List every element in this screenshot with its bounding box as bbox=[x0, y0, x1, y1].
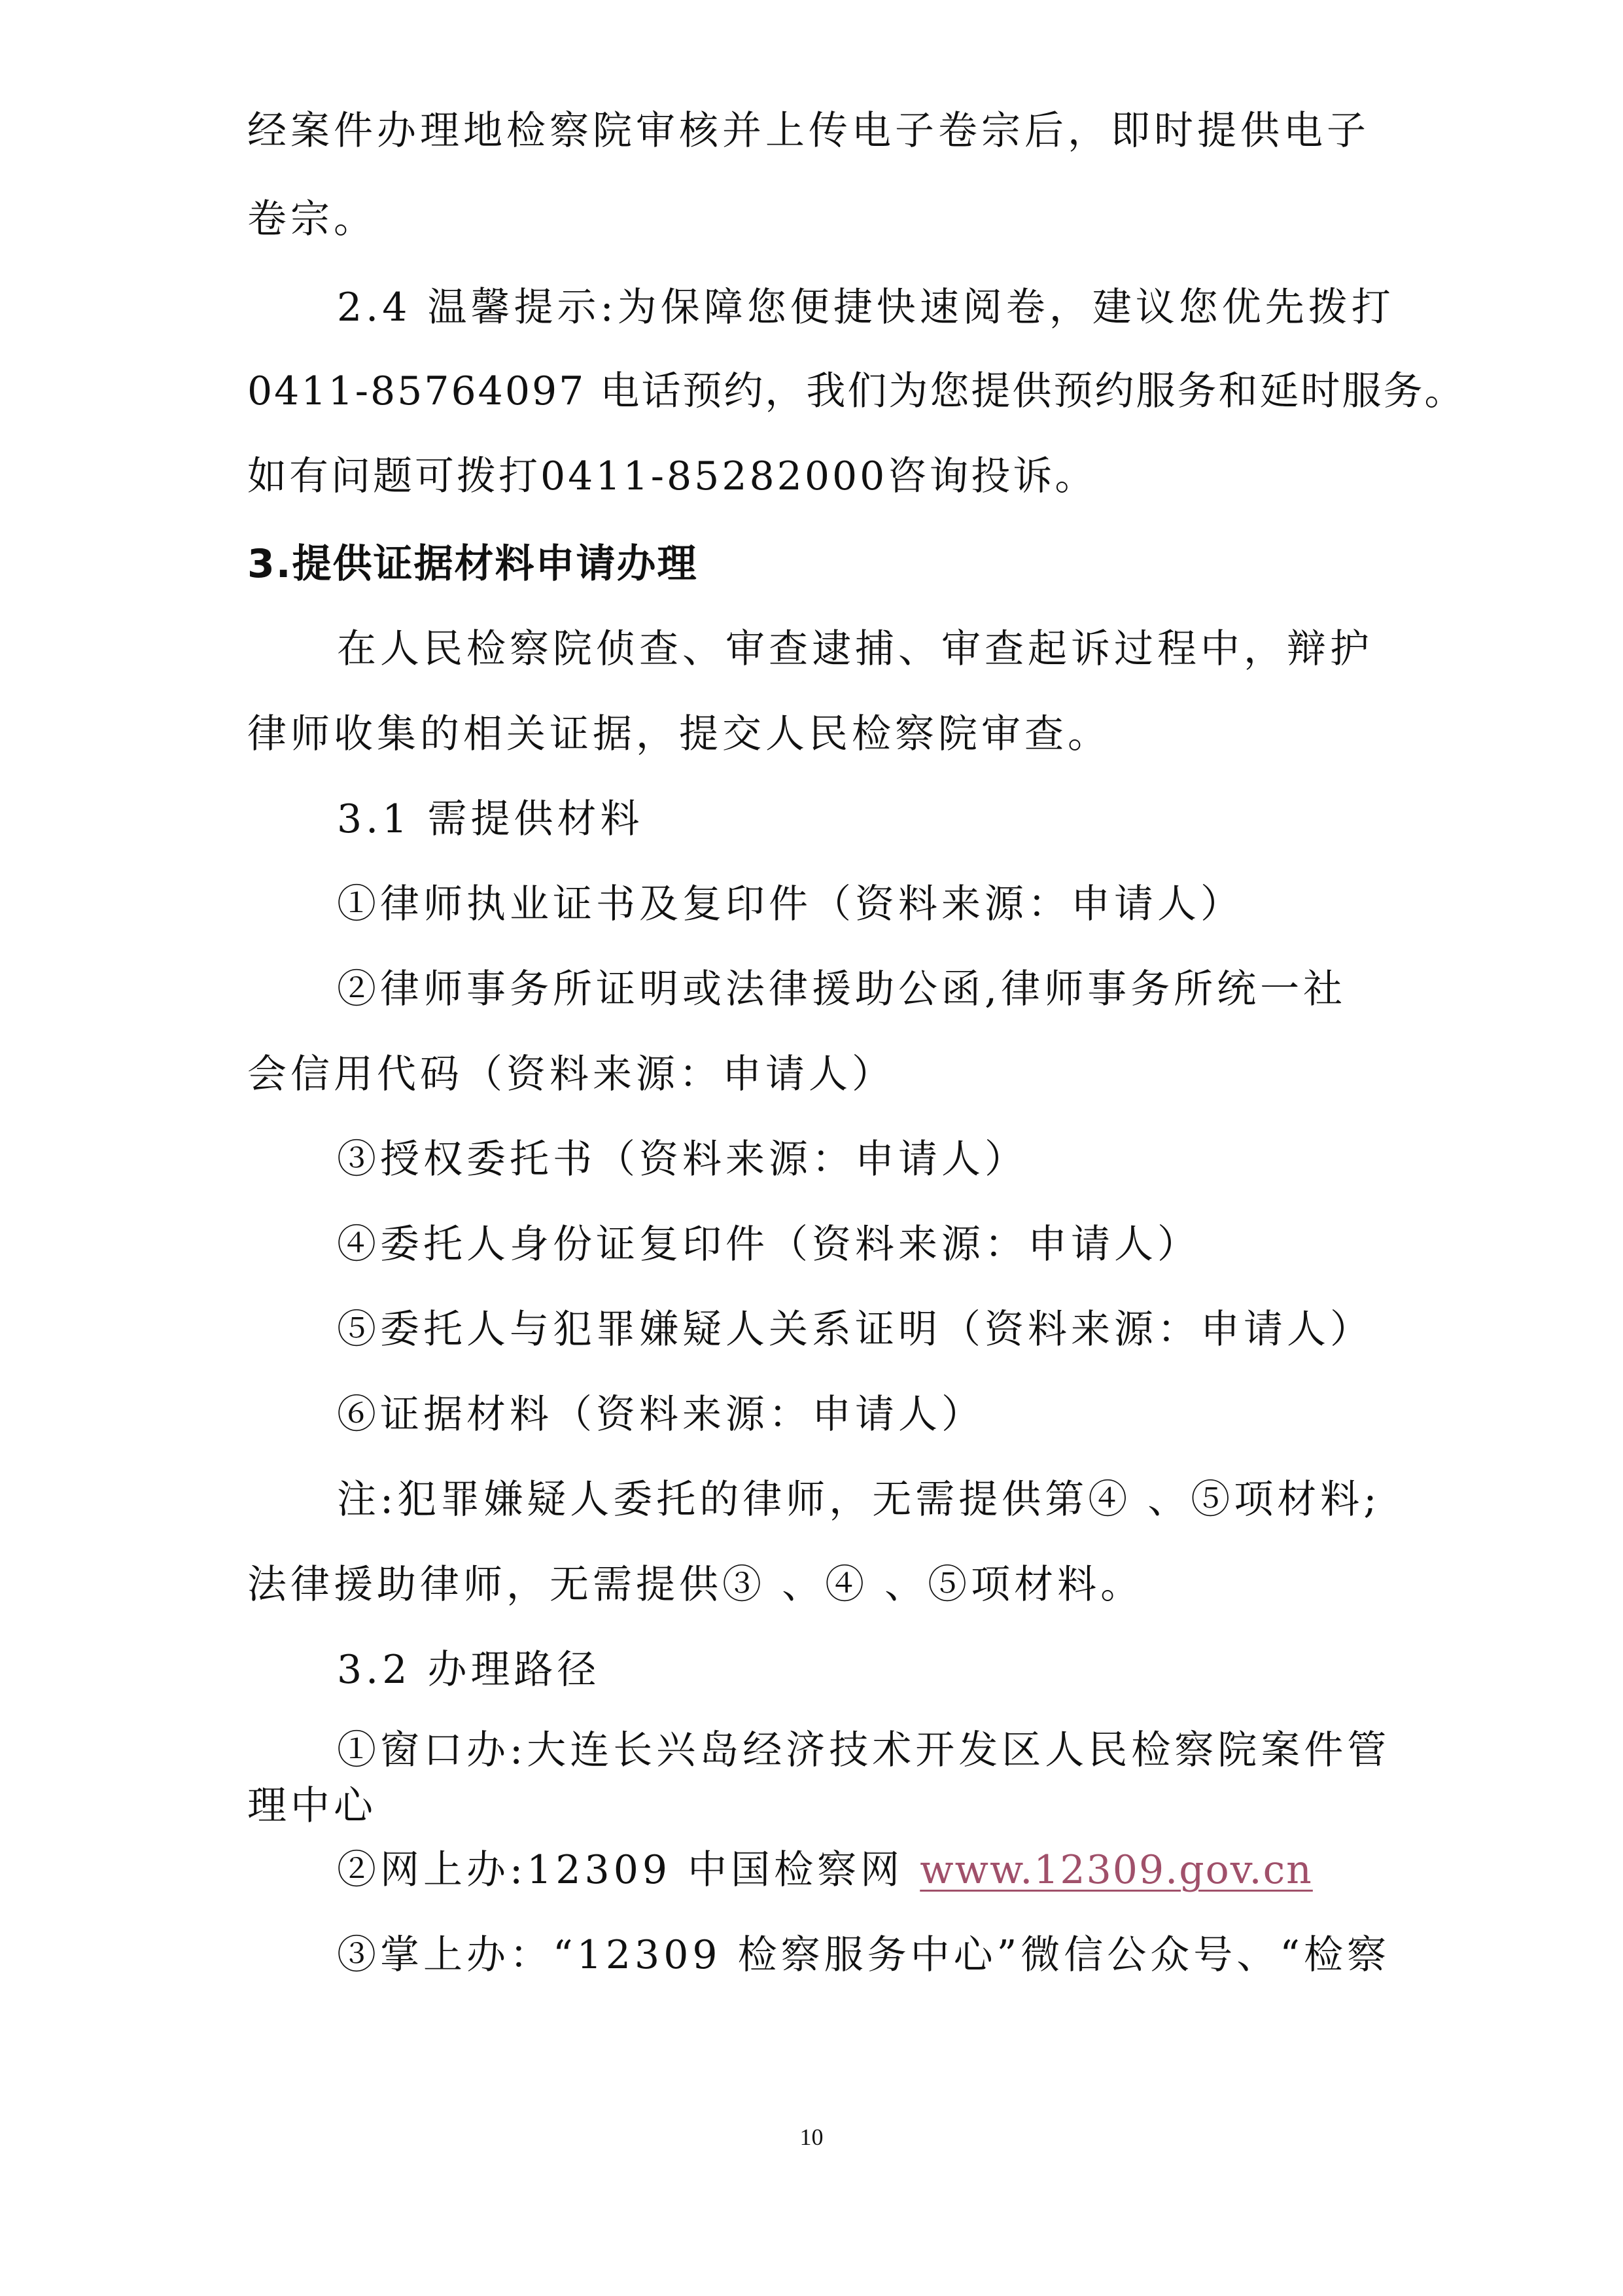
route-item: ③掌上办：“12309 检察服务中心”微信公众号、“检察 bbox=[337, 1932, 1390, 1978]
subsection-heading: 3.2 办理路径 bbox=[337, 1647, 601, 1693]
subsection-heading: 3.1 需提供材料 bbox=[337, 796, 644, 842]
paragraph-line: 2.4 温馨提示:为保障您便捷快速阅卷，建议您优先拨打 bbox=[337, 285, 1395, 330]
note-line: 法律援助律师，无需提供③ 、④ 、⑤项材料。 bbox=[247, 1562, 1144, 1608]
paragraph-line: 卷宗。 bbox=[247, 196, 377, 242]
paragraph-line: 0411-85764097 电话预约，我们为您提供预约服务和延时服务。 bbox=[247, 368, 1466, 414]
list-item: ①律师执业证书及复印件（资料来源：申请人） bbox=[337, 881, 1244, 927]
website-link[interactable]: www.12309.gov.cn bbox=[920, 1847, 1313, 1893]
route-item-continuation: 理中心 bbox=[247, 1783, 377, 1829]
route-item: ①窗口办:大连长兴岛经济技术开发区人民检察院案件管 bbox=[337, 1727, 1391, 1773]
paragraph-line: 经案件办理地检察院审核并上传电子卷宗后，即时提供电子 bbox=[247, 108, 1370, 154]
list-item: ②律师事务所证明或法律援助公函,律师事务所统一社 bbox=[337, 966, 1347, 1012]
section-heading: 3.提供证据材料申请办理 bbox=[247, 541, 698, 587]
paragraph-line: 在人民检察院侦查、审查逮捕、审查起诉过程中，辩护 bbox=[337, 626, 1373, 672]
route-item bbox=[337, 1847, 1313, 1893]
list-item: ④委托人身份证复印件（资料来源：申请人） bbox=[337, 1222, 1200, 1267]
list-item: ⑤委托人与犯罪嫌疑人关系证明（资料来源：申请人） bbox=[337, 1307, 1373, 1352]
route-item-text: ②网上办:12309 中国检察网 bbox=[337, 1847, 920, 1893]
page-number: 10 bbox=[799, 2124, 824, 2150]
list-item: ③授权委托书（资料来源：申请人） bbox=[337, 1137, 1028, 1182]
list-item-continuation: 会信用代码（资料来源：申请人） bbox=[247, 1051, 895, 1097]
list-item: ⑥证据材料（资料来源：申请人） bbox=[337, 1392, 985, 1438]
paragraph-line: 律师收集的相关证据，提交人民检察院审查。 bbox=[247, 711, 1111, 757]
note-line: 注:犯罪嫌疑人委托的律师，无需提供第④ 、⑤项材料; bbox=[337, 1477, 1381, 1523]
paragraph-line: 如有问题可拨打0411-85282000咨询投诉。 bbox=[247, 453, 1097, 499]
